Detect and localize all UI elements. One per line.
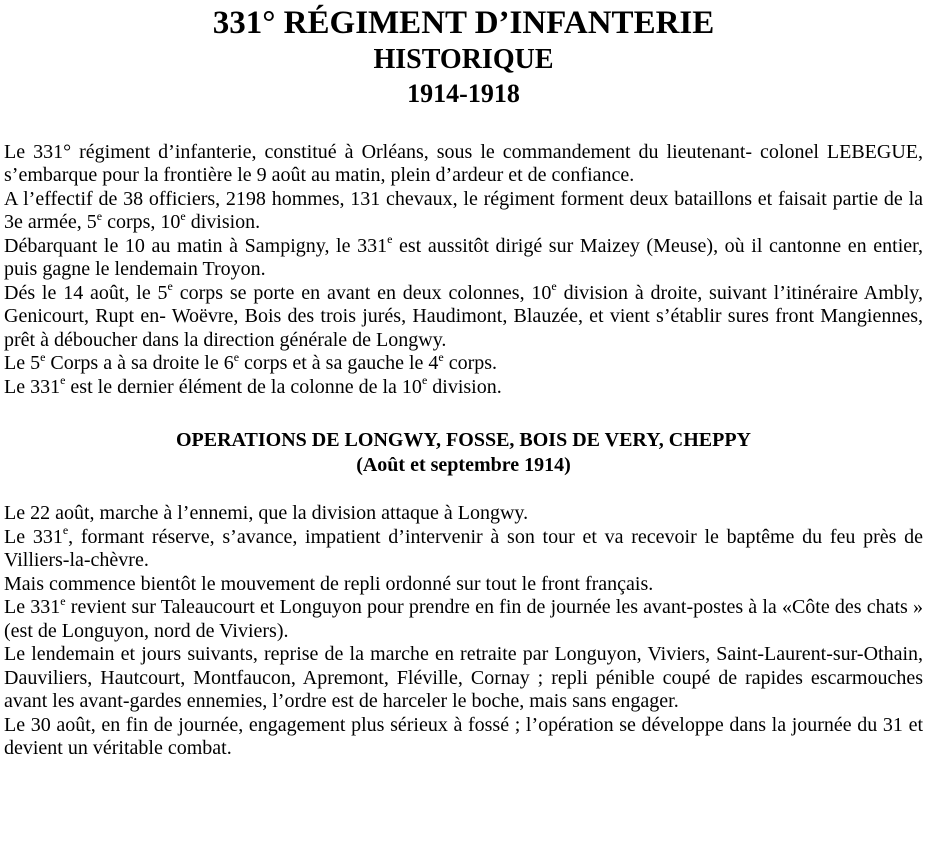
section-heading-dates: (Août et septembre 1914)	[356, 454, 571, 477]
text-run: est le dernier élément de la colonne de la 10	[65, 375, 422, 398]
text-run: Dés le 14 août, le 5	[4, 281, 168, 304]
document-years: 1914-1918	[407, 79, 520, 109]
text-run: Le 331	[4, 525, 63, 548]
section-paragraph-2	[4, 523, 924, 573]
text-run: division.	[185, 211, 261, 234]
text-run: division.	[427, 375, 502, 398]
intro-paragraph-2	[4, 188, 923, 235]
superscript: e	[167, 279, 173, 294]
superscript: e	[387, 232, 393, 247]
document-page	[4, 0, 923, 761]
section-paragraph-3: Mais commence bientôt le mouvement de repli ordonné sur tout le front français.	[4, 572, 654, 595]
superscript: e	[96, 208, 103, 223]
document-title: 331° RÉGIMENT D’INFANTERIE	[212, 5, 715, 41]
superscript: e	[180, 208, 186, 223]
text-run: Le 5	[4, 352, 41, 375]
title-block	[4, 5, 923, 109]
section-paragraph-6: Le 30 août, en fin de journée, engagement plus sérieux à fossé ; l’opération se développe dans la journée du 31 et devient un véritable combat.	[4, 713, 923, 760]
text-run: corps et à sa gauche le 4	[239, 352, 439, 375]
intro-section	[4, 141, 923, 400]
text-run: corps se porte en avant en deux colonnes, 10	[172, 281, 552, 304]
text-run: division à droite, suivant l’itinéraire Ambly, Genicourt, Rupt en- Woëvre, Bois des trois jurés, Haudimont, Blauzée, et vient s’établir sures front Mangiennes, prêt à déboucher dans la direction générale de Longwy.	[4, 281, 924, 351]
superscript: e	[62, 523, 69, 538]
text-run: revient sur Taleaucourt et Longuyon pour prendre en fin de journée les avant-postes à la «Côte des chats » (est de Longuyon, nord de Viviers).	[4, 596, 924, 642]
intro-paragraph-4	[4, 279, 924, 353]
section-body	[4, 502, 923, 761]
text-run: Le 331	[4, 596, 61, 619]
text-run: Corps a à sa droite le 6	[45, 352, 234, 375]
section-paragraph-1: Le 22 août, marche à l’ennemi, que la division attaque à Longwy.	[4, 502, 529, 525]
text-run: est aussitôt dirigé sur Maizey (Meuse), où il cantonne en entier, puis gagne le lendemain Troyon.	[4, 234, 923, 281]
section-paragraph-5: Le lendemain et jours suivants, reprise de la marche en retraite par Longuyon, Viviers, Saint-Laurent-sur-Othain, Dauviliers, Hautcourt, Montfaucon, Apremont, Fléville, Cornay ; repli pénible coupé de rapides escarmouches avant les avant-gardes ennemies, l’ordre est de harceler le boche, mais sans engager.	[4, 643, 923, 713]
text-run: , formant réserve, s’avance, impatient d’intervenir à son tour et va recevoir le baptême du feu près de Villiers-la-chèvre.	[4, 525, 924, 572]
section-heading-title: OPERATIONS DE LONGWY, FOSSE, BOIS DE VERY, CHEPPY	[176, 429, 751, 452]
text-run: A l’effectif de 38 officiers, 2198 hommes, 131 chevaux, le régiment forment deux bataillons et faisait partie de la 3e armée, 5	[4, 187, 923, 234]
text-run: corps, 10	[102, 211, 181, 234]
superscript: e	[233, 349, 240, 364]
section-heading	[4, 428, 923, 478]
superscript: e	[438, 349, 444, 364]
superscript: e	[60, 373, 66, 388]
text-run: Le 331	[4, 375, 61, 398]
intro-paragraph-5	[4, 349, 923, 376]
intro-paragraph-6	[4, 373, 923, 400]
intro-paragraph-3	[4, 232, 923, 282]
superscript: e	[60, 593, 66, 608]
superscript: e	[551, 279, 557, 294]
section-paragraph-4	[4, 593, 924, 643]
text-run: corps.	[443, 352, 498, 375]
superscript: e	[40, 349, 46, 364]
superscript: e	[421, 373, 428, 388]
document-subtitle: HISTORIQUE	[373, 44, 554, 76]
intro-paragraph-1: Le 331° régiment d’infanterie, constitué à Orléans, sous le commandement du lieutenant- colonel LEBEGUE, s’embarque pour la frontière le 9 août au matin, plein d’ardeur et de confiance.	[4, 140, 923, 187]
text-run: Débarquant le 10 au matin à Sampigny, le 331	[4, 234, 388, 257]
